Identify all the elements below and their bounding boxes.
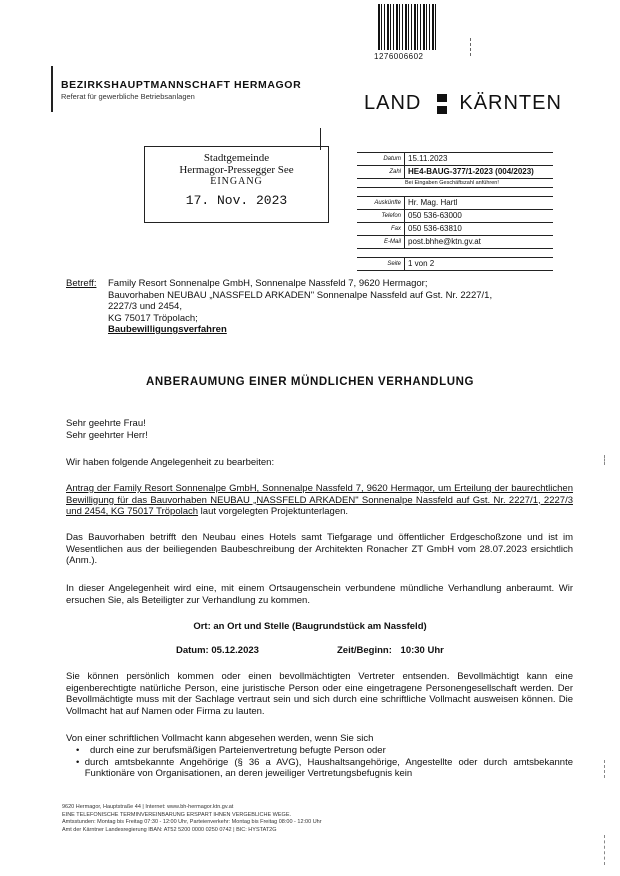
list-item [76, 745, 573, 757]
scan-artifact [604, 455, 606, 465]
date-value: 05.12.2023 [211, 645, 259, 656]
subject-line: Family Resort Sonnenalpe GmbH, Sonnenalpe Nassfeld 7, 9620 Hermagor; [108, 278, 428, 289]
scan-mark [470, 38, 473, 56]
coat-of-arms-icon [437, 94, 447, 114]
info-row-seite [357, 257, 553, 271]
info-value: HE4-BAUG-377/1-2023 (004/2023) [408, 167, 534, 176]
barcode [374, 4, 514, 61]
salutation-line: Sehr geehrte Frau! [66, 418, 146, 429]
info-row-telefon [357, 210, 553, 223]
info-row-datum [357, 153, 553, 166]
info-label: Telefon [357, 210, 405, 222]
subject-line: Bauvorhaben NEUBAU „NASSFELD ARKADEN" Sonnenalpe Nassfeld auf Gst. Nr. 2227/1, [108, 289, 493, 301]
bullet-icon: • [76, 745, 80, 756]
info-value: post.bhhe@ktn.gv.at [408, 237, 481, 246]
scan-artifact [604, 760, 606, 778]
barcode-graphic [378, 4, 438, 50]
application-rest: laut vorgelegten Projektunterlagen. [198, 506, 349, 517]
hearing-location: Ort: an Ort und Stelle (Baugrundstück am Nassfeld) [193, 621, 427, 632]
application-underlined: Antrag der Family Resort Sonnenalpe GmbH, Sonnenalpe Nassfeld 7, 9620 Hermagor, um Erteilung der baurechtlichen Bewilligung für das Bauvorhaben NEUBAU „NASSFELD ARKADEN" Sonnenalpe Nassfeld auf Gst. Nr. 2227/1, 2227/3 und 2454, KG 75017 Tröpolach [66, 483, 573, 517]
authority-department: Referat für gewerbliche Betriebsanlagen [61, 92, 195, 101]
info-value: Hr. Mag. Hartl [408, 198, 458, 207]
info-label: Seite [357, 258, 405, 270]
salutation [66, 418, 573, 441]
info-value: 15.11.2023 [408, 154, 448, 163]
subject-line: KG 75017 Tröpolach; [108, 312, 198, 324]
representation-paragraph: Sie können persönlich kommen oder einen bevollmächtigten Vertreter entsenden. Bevollmächtigt kann eine eigenberechtigte natürliche Person, eine juristische Person oder eine eingetragene Personengesellschaft werden. Der Bevollmächtigte muss mit der Sachlage vertraut sein und sich durch eine schriftliche Vollmacht ausweisen können. Die Vollmacht hat auf Namen oder Firma zu lauten. [66, 671, 573, 717]
stamp-line-2: Hermagor-Pressegger See [179, 164, 294, 176]
page-footer [62, 804, 322, 834]
info-label: Fax [357, 223, 405, 235]
hearing-notice-paragraph: In dieser Angelegenheit wird eine, mit einem Ortsaugenschein verbundene mündliche Verhandlung anberaumt. Wir ersuchen Sie, als Beteiligter zur Verhandlung zu kommen. [66, 583, 573, 606]
letterhead-bar [51, 66, 53, 112]
list-item-text: durch amtsbekannte Angehörige (§ 36 a AVG), Haushaltsangehörige, Angestellte oder durch amtsbekannte Funktionäre von Organisationen, an deren jeweiliger Vertretungsbefugnis kein [84, 756, 573, 779]
hearing-date-line [176, 645, 259, 656]
footer-line: EINE TELEFONISCHE TERMINVEREINBARUNG ERSPART IHNEN VERGEBLICHE WEGE. [62, 811, 292, 818]
salutation-line: Sehr geehrter Herr! [66, 429, 148, 441]
document-heading: ANBERAUMUNG EINER MÜNDLICHEN VERHANDLUNG [145, 376, 475, 388]
authority-name: BEZIRKSHAUPTMANNSCHAFT HERMAGOR [61, 79, 302, 91]
info-row-fax [357, 223, 553, 236]
barcode-number: 1276006602 [374, 52, 424, 61]
info-row-auskunft [357, 196, 553, 210]
project-description-paragraph: Das Bauvorhaben betrifft den Neubau eines Hotels samt Tiefgarage und öffentlicher Erdgeschoßzone und ist im Wesentlichen aus der beiliegenden Baubeschreibung der Architekten Ronacher ZT GmbH vom 28.07.2023 ersichtlich (Anm.). [66, 532, 573, 566]
info-label: Auskünfte [357, 197, 405, 209]
info-label: Zahl [357, 166, 405, 178]
intro-text: Wir haben folgende Angelegenheit zu bearbeiten: [66, 457, 275, 468]
stamp-line-3: EINGANG [210, 176, 263, 187]
info-label: E-Mail [357, 236, 405, 248]
footer-line: Amtsstunden: Montag bis Freitag 07:30 - 12:00 Uhr, Parteienverkehr: Montag bis Freitag 08:00 - 12:00 Uhr [62, 819, 322, 825]
bullet-icon: • [76, 756, 80, 768]
info-note: Bei Eingaben Geschäftszahl anführen! [357, 179, 553, 188]
time-value: 10:30 Uhr [400, 645, 444, 656]
land-kaernten-logo [364, 92, 562, 115]
entry-stamp [144, 146, 329, 223]
info-row-email [357, 236, 553, 249]
footer-line: Amt der Kärntner Landesregierung IBAN: AT52 5200 0000 0250 0742 | BIC: HYSTAT2G [62, 826, 277, 833]
application-paragraph [66, 483, 573, 518]
exception-list [76, 745, 573, 780]
info-value: 050 536-63810 [408, 224, 462, 233]
stamp-date: 17. Nov. 2023 [185, 193, 288, 208]
footer-line: 9620 Hermagor, Hauptstraße 44 | Internet: www.bh-hermagor.ktn.gv.at [62, 804, 234, 810]
logo-text-left: LAND [364, 92, 422, 114]
info-value: 1 von 2 [408, 259, 435, 268]
subject-procedure: Baubewilligungsverfahren [108, 324, 227, 335]
subject-line: 2227/3 und 2454, [108, 301, 182, 312]
reference-info-block [357, 152, 553, 271]
list-item [76, 757, 573, 780]
logo-text-right: KÄRNTEN [459, 92, 562, 114]
info-row-zahl [357, 166, 553, 179]
stamp-line-1: Stadtgemeinde [203, 152, 270, 164]
subject-label: Betreff: [66, 278, 97, 289]
info-value: 050 536-63000 [408, 211, 462, 220]
date-label: Datum: [176, 645, 209, 656]
info-label: Datum [357, 153, 405, 165]
power-of-attorney-intro: Von einer schriftlichen Vollmacht kann abgesehen werden, wenn Sie sich [66, 733, 374, 744]
hearing-time-line [337, 645, 444, 656]
list-item-text: durch eine zur berufsmäßigen Parteienvertretung befugte Person oder [90, 745, 386, 756]
scan-artifact [604, 835, 606, 865]
time-label: Zeit/Beginn: [337, 645, 392, 656]
subject-block [108, 278, 492, 336]
